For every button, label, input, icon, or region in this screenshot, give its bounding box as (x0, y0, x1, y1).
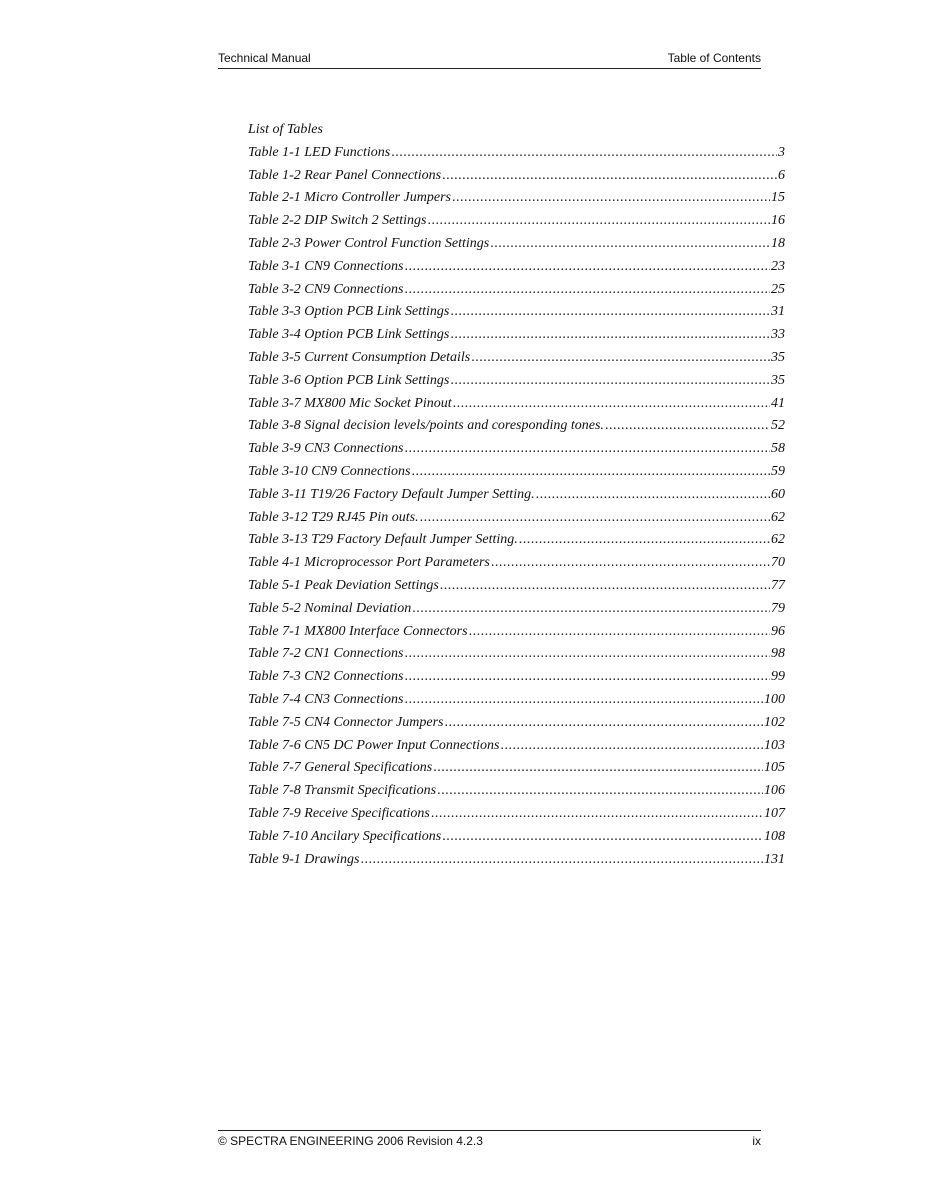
toc-entry-page[interactable]: 18 (771, 235, 785, 251)
toc-entries (248, 142, 785, 872)
toc-entry[interactable] (248, 256, 785, 279)
toc-dot-leader (391, 142, 777, 165)
toc-entry-page[interactable]: 3 (778, 144, 785, 160)
toc-entry[interactable] (248, 301, 785, 324)
toc-dot-leader (440, 575, 770, 598)
footer-page-number: ix (752, 1134, 761, 1148)
toc-entry-page[interactable]: 100 (764, 691, 785, 707)
toc-entry-label[interactable]: Table 9-1 Drawings (248, 851, 360, 867)
toc-entry-label[interactable]: Table 3-10 CN9 Connections (248, 463, 411, 479)
toc-entry-page[interactable]: 105 (764, 760, 785, 776)
toc-entry-label[interactable]: Table 7-1 MX800 Interface Connectors (248, 623, 468, 639)
toc-entry[interactable] (248, 803, 785, 826)
toc-dot-leader (450, 301, 770, 324)
toc-entry-page[interactable]: 15 (771, 190, 785, 206)
page-footer (218, 1130, 761, 1153)
toc-entry[interactable] (248, 233, 785, 256)
toc-dot-leader (411, 461, 770, 484)
list-of-tables-heading: List of Tables (248, 122, 323, 137)
toc-entry[interactable] (248, 415, 785, 438)
list-of-tables (248, 119, 785, 871)
toc-entry[interactable] (248, 826, 785, 849)
toc-dot-leader (404, 279, 770, 302)
toc-entry[interactable] (248, 529, 785, 552)
toc-entry-label[interactable]: Table 3-1 CN9 Connections (248, 258, 404, 274)
toc-entry-label[interactable]: Table 1-2 Rear Panel Connections (248, 167, 442, 183)
toc-dot-leader (450, 324, 770, 347)
toc-entry-label[interactable]: Table 2-3 Power Control Function Settings (248, 235, 490, 251)
toc-dot-leader (361, 849, 763, 872)
toc-entry[interactable] (248, 780, 785, 803)
toc-entry-label[interactable]: Table 5-1 Peak Deviation Settings (248, 577, 439, 593)
toc-dot-leader (501, 735, 764, 758)
toc-dot-leader (519, 529, 770, 552)
toc-dot-leader (442, 165, 777, 188)
toc-entry[interactable] (248, 712, 785, 735)
toc-dot-leader (536, 484, 770, 507)
toc-dot-leader (420, 507, 770, 530)
toc-entry-page[interactable]: 103 (764, 737, 785, 753)
toc-entry-label[interactable]: Table 3-5 Current Consumption Details (248, 349, 471, 365)
toc-entry[interactable] (248, 210, 785, 233)
page-header (218, 50, 761, 69)
toc-entry-label[interactable]: Table 7-4 CN3 Connections (248, 691, 404, 707)
toc-dot-leader (471, 347, 770, 370)
toc-entry-label[interactable]: Table 1-1 LED Functions (248, 144, 391, 160)
toc-entry-label[interactable]: Table 7-9 Receive Specifications (248, 805, 430, 821)
toc-dot-leader (605, 415, 770, 438)
toc-entry-page[interactable]: 52 (771, 418, 785, 434)
toc-entry-label[interactable]: Table 7-7 General Specifications (248, 760, 433, 776)
toc-entry[interactable] (248, 393, 785, 416)
toc-entry[interactable] (248, 552, 785, 575)
toc-dot-leader (453, 393, 770, 416)
toc-entry-page[interactable]: 33 (771, 327, 785, 343)
toc-entry-page[interactable]: 35 (771, 372, 785, 388)
header-document-title: Technical Manual (218, 51, 311, 65)
toc-dot-leader (450, 370, 770, 393)
toc-entry-page[interactable]: 60 (771, 486, 785, 502)
toc-entry-label[interactable]: Table 2-2 DIP Switch 2 Settings (248, 213, 427, 229)
toc-entry[interactable] (248, 165, 785, 188)
toc-dot-leader (442, 826, 763, 849)
toc-dot-leader (433, 757, 763, 780)
toc-entry[interactable] (248, 666, 785, 689)
toc-entry-page[interactable]: 106 (764, 783, 785, 799)
toc-entry-label[interactable]: Table 3-2 CN9 Connections (248, 281, 404, 297)
toc-entry-page[interactable]: 6 (778, 167, 785, 183)
toc-entry-page[interactable]: 35 (771, 349, 785, 365)
toc-entry[interactable] (248, 484, 785, 507)
toc-entry-label[interactable]: Table 7-8 Transmit Specifications (248, 783, 437, 799)
toc-entry[interactable] (248, 849, 785, 872)
toc-entry-label[interactable]: Table 4-1 Microprocessor Port Parameters (248, 555, 490, 571)
toc-entry-label[interactable]: Table 3-4 Option PCB Link Settings (248, 327, 450, 343)
toc-dot-leader (491, 552, 770, 575)
toc-entry-page[interactable]: 99 (771, 669, 785, 685)
toc-entry-label[interactable]: Table 3-11 T19/26 Factory Default Jumper Setting. (248, 486, 535, 502)
toc-dot-leader (412, 598, 770, 621)
toc-dot-leader (469, 621, 770, 644)
toc-dot-leader (404, 438, 770, 461)
toc-entry-page[interactable]: 62 (771, 532, 785, 548)
toc-entry-page[interactable]: 108 (764, 828, 785, 844)
toc-entry-label[interactable]: Table 5-2 Nominal Deviation (248, 600, 412, 616)
toc-dot-leader (428, 210, 771, 233)
toc-entry[interactable] (248, 324, 785, 347)
toc-entry-page[interactable]: 96 (771, 623, 785, 639)
toc-entry[interactable] (248, 187, 785, 210)
toc-entry-label[interactable]: Table 3-12 T29 RJ45 Pin outs. (248, 509, 419, 525)
toc-dot-leader (444, 712, 763, 735)
toc-entry-label[interactable]: Table 7-5 CN4 Connector Jumpers (248, 714, 444, 730)
toc-entry-label[interactable]: Table 3-9 CN3 Connections (248, 441, 404, 457)
toc-entry-label[interactable]: Table 7-6 CN5 DC Power Input Connections (248, 737, 500, 753)
header-section-title: Table of Contents (667, 51, 761, 65)
toc-entry[interactable] (248, 689, 785, 712)
toc-entry-page[interactable]: 70 (771, 555, 785, 571)
toc-dot-leader (404, 666, 770, 689)
toc-entry-label[interactable]: Table 3-6 Option PCB Link Settings (248, 372, 450, 388)
toc-entry-page[interactable]: 79 (771, 600, 785, 616)
toc-dot-leader (490, 233, 770, 256)
toc-entry-label[interactable]: Table 2-1 Micro Controller Jumpers (248, 190, 451, 206)
toc-entry[interactable] (248, 575, 785, 598)
toc-entry[interactable] (248, 598, 785, 621)
toc-entry-page[interactable]: 41 (771, 395, 785, 411)
toc-entry-label[interactable]: Table 3-7 MX800 Mic Socket Pinout (248, 395, 452, 411)
toc-entry-page[interactable]: 59 (771, 463, 785, 479)
toc-entry[interactable] (248, 142, 785, 165)
toc-entry[interactable] (248, 370, 785, 393)
toc-dot-leader (404, 643, 770, 666)
toc-dot-leader (404, 256, 770, 279)
toc-entry-page[interactable]: 31 (771, 304, 785, 320)
toc-dot-leader (437, 780, 763, 803)
toc-entry-label[interactable]: Table 7-3 CN2 Connections (248, 669, 404, 685)
toc-entry-page[interactable]: 23 (771, 258, 785, 274)
toc-entry-page[interactable]: 98 (771, 646, 785, 662)
toc-entry-page[interactable]: 102 (764, 714, 785, 730)
toc-entry[interactable] (248, 507, 785, 530)
toc-dot-leader (431, 803, 763, 826)
toc-entry-label[interactable]: Table 3-8 Signal decision levels/points and coresponding tones. (248, 418, 604, 434)
toc-entry[interactable] (248, 461, 785, 484)
toc-entry[interactable] (248, 347, 785, 370)
toc-entry-page[interactable]: 25 (771, 281, 785, 297)
toc-entry-page[interactable]: 131 (764, 851, 785, 867)
toc-entry[interactable] (248, 279, 785, 302)
toc-entry[interactable] (248, 757, 785, 780)
toc-entry[interactable] (248, 438, 785, 461)
footer-copyright: © SPECTRA ENGINEERING 2006 Revision 4.2.3 (218, 1134, 483, 1148)
toc-entry-page[interactable]: 107 (764, 805, 785, 821)
toc-entry-page[interactable]: 77 (771, 577, 785, 593)
toc-entry[interactable] (248, 643, 785, 666)
toc-entry-label[interactable]: Table 3-3 Option PCB Link Settings (248, 304, 450, 320)
toc-entry-page[interactable]: 62 (771, 509, 785, 525)
toc-entry[interactable] (248, 621, 785, 644)
toc-entry-page[interactable]: 16 (771, 213, 785, 229)
toc-entry[interactable] (248, 735, 785, 758)
toc-dot-leader (452, 187, 770, 210)
toc-entry-label[interactable]: Table 7-10 Ancilary Specifications (248, 828, 442, 844)
toc-entry-label[interactable]: Table 3-13 T29 Factory Default Jumper Setting. (248, 532, 518, 548)
toc-entry-page[interactable]: 58 (771, 441, 785, 457)
toc-dot-leader (404, 689, 763, 712)
toc-entry-label[interactable]: Table 7-2 CN1 Connections (248, 646, 404, 662)
